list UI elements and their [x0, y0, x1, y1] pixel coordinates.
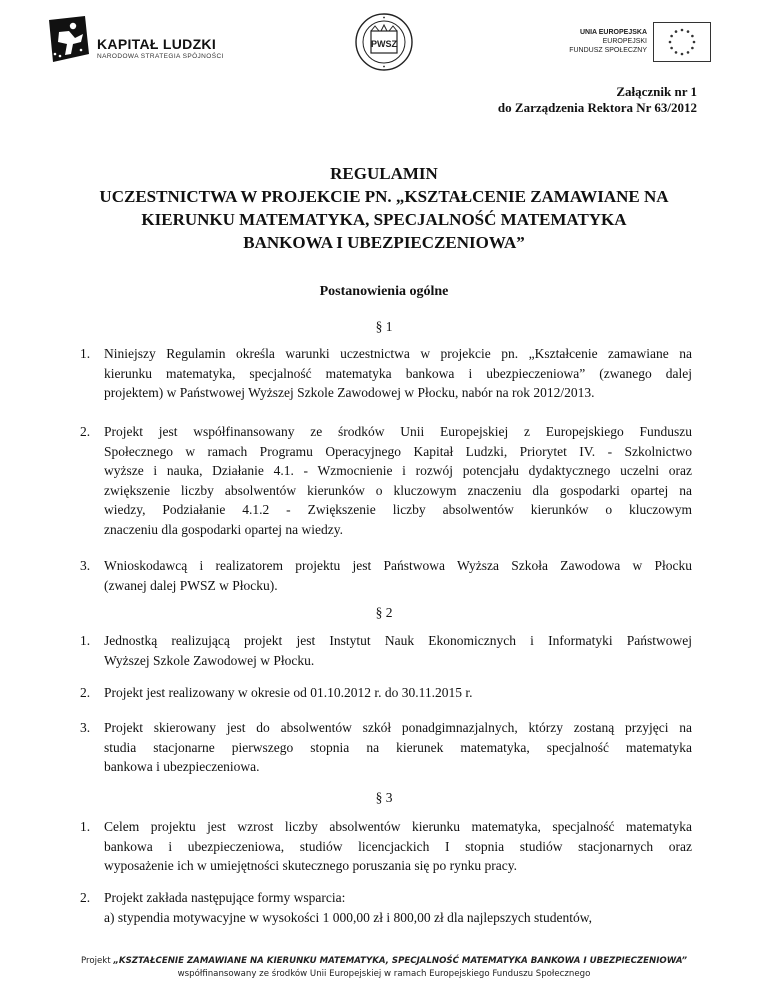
text-line: projektem) w Państwowej Wyższej Szkole Zawodowej w Płocku, nabór na rok 2012/2013. — [104, 385, 595, 400]
item-number: 1. — [80, 633, 91, 648]
ue-line-1: UNIA EUROPEJSKA — [579, 29, 647, 36]
item-number: 1. — [80, 819, 91, 834]
document-title — [60, 162, 708, 254]
title-line-4: BANKOWA I UBEZPIECZENIOWA” — [243, 233, 525, 252]
human-capital-emblem-icon — [45, 14, 91, 64]
kapital-ludzki-title: KAPITAŁ LUDZKI — [97, 36, 217, 52]
text-line: Wnioskodawcą i realizatorem projektu jest Państwowa Wyższa Szkoła Zawodowa w Płocku — [104, 558, 692, 573]
footer-project-name: „KSZTAŁCENIE ZAMAWIANE NA KIERUNKU MATEMATYKA, SPECJALNOŚĆ MATEMATYKA BANKOWA I UBEZPIECZENIOWA” — [113, 956, 687, 966]
text-line: znaczeniu dla gospodarki opartej na wiedzy. — [104, 521, 344, 537]
eu-star-icon — [670, 47, 673, 50]
ue-line-3: FUNDUSZ SPOŁECZNY — [569, 47, 647, 54]
eu-star-icon — [691, 35, 694, 38]
eu-star-icon — [681, 53, 684, 56]
eu-flag-icon — [653, 22, 711, 62]
eu-star-icon — [687, 51, 690, 54]
eu-star-icon — [675, 30, 678, 33]
annex-line-2: do Zarządzenia Rektora Nr 63/2012 — [497, 100, 697, 115]
ue-efs-text — [569, 28, 647, 55]
text-line: studia stacjonarne pierwszego stopnia na kierunek matematyka, specjalność matematyka — [104, 739, 692, 755]
text-line: kierunku matematyka, specjalność matematyka bankowa i ubezpieczeniowa” (zwanego dalej — [104, 365, 692, 381]
text-line: Projekt jest realizowany w okresie od 01.10.2012 r. do 30.11.2015 r. — [104, 685, 473, 700]
paragraph-mark-2: § 2 — [375, 605, 393, 620]
pwsz-seal-text: PWSZ — [371, 39, 397, 49]
ue-line-2: EUROPEJSKI — [602, 38, 647, 45]
paragraph-mark-1: § 1 — [375, 319, 393, 334]
title-line-3: KIERUNKU MATEMATYKA, SPECJALNOŚĆ MATEMATYKA — [141, 210, 627, 229]
eu-star-icon — [691, 47, 694, 50]
section-heading: Postanowienia ogólne — [319, 284, 449, 299]
eu-star-icon — [681, 29, 684, 32]
item-number: 2. — [80, 685, 91, 700]
p2-item-3 — [80, 718, 692, 777]
text-line: zwiększenie liczby absolwentów kierunków o kluczowym znaczeniu dla gospodarki opartej na — [104, 482, 692, 498]
text-line: Wyższej Szkole Zawodowej w Płocku. — [104, 652, 315, 668]
item-number: 2. — [80, 890, 91, 905]
annex-line-1: Załącznik nr 1 — [616, 84, 697, 99]
kapital-ludzki-subtitle: NARODOWA STRATEGIA SPÓJNOŚCI — [97, 53, 224, 60]
ue-efs-logo — [545, 22, 725, 64]
p1-item-2 — [80, 422, 692, 539]
eu-star-icon — [669, 41, 672, 44]
text-line: bankowa i ubezpieczeniowa. — [104, 759, 260, 774]
paragraph-mark-3: § 3 — [375, 790, 393, 805]
pwsz-seal-icon — [354, 12, 414, 72]
footer-line-2: współfinansowany ze środków Unii Europejskiej w ramach Europejskiego Funduszu Społecznego — [177, 969, 591, 979]
text-line: wiedzy, Podziałanie 4.1.2 - Zwiększenie liczby absolwentów kierunków o kluczowym — [104, 502, 692, 517]
p2-item-2 — [80, 683, 692, 703]
text-line: a) stypendia motywacyjne w wysokości 1 000,00 zł i 800,00 zł dla najlepszych studentów, — [104, 909, 593, 925]
p3-item-2 — [80, 888, 692, 927]
text-line: bankowa i ubezpieczeniowa, studiów licencjackich I stopnia studiów stacjonarnych oraz — [104, 838, 692, 854]
pwsz-seal-logo — [354, 12, 414, 72]
p3-item-1 — [80, 817, 692, 876]
text-line: Projekt zakłada następujące formy wsparcia: — [104, 890, 346, 905]
kapital-ludzki-logo — [45, 14, 245, 64]
text-line: Projekt skierowany jest do absolwentów szkół ponadgimnazjalnych, którzy zostaną przyjęci na — [104, 720, 692, 735]
p1-item-1 — [80, 344, 692, 403]
text-line: (zwanej dalej PWSZ w Płocku). — [104, 577, 278, 593]
title-line-2: UCZESTNICTWA W PROJEKCIE PN. „KSZTAŁCENIE ZAMAWIANE NA — [99, 187, 669, 206]
title-line-1: REGULAMIN — [330, 164, 438, 183]
text-line: Społecznego w ramach Programu Operacyjnego Kapitał Ludzki, Priorytet IV. - Szkolnictwo — [104, 443, 692, 459]
eu-star-icon — [670, 35, 673, 38]
eu-star-icon — [693, 41, 696, 44]
page-footer — [0, 956, 768, 979]
eu-star-icon — [675, 51, 678, 54]
item-number: 2. — [80, 424, 91, 439]
item-number: 3. — [80, 720, 91, 735]
footer-line-1 — [0, 956, 768, 966]
text-line: Niniejszy Regulamin określa warunki uczestnictwa w projekcie pn. „Kształcenie zamawiane na — [104, 346, 692, 361]
text-line: wyposażenie ich w umiejętności skutecznego poruszania się po rynku pracy. — [104, 858, 517, 873]
item-number: 1. — [80, 346, 91, 361]
p1-item-3 — [80, 556, 692, 595]
item-number: 3. — [80, 558, 91, 573]
text-line: Projekt jest współfinansowany ze środków Unii Europejskiej z Europejskiego Funduszu — [104, 424, 692, 439]
text-line: Celem projektu jest wzrost liczby absolwentów kierunku matematyka, specjalność matematyka — [104, 819, 692, 834]
p2-item-1 — [80, 631, 692, 670]
eu-star-icon — [687, 30, 690, 33]
annex-reference — [498, 84, 697, 116]
footer-prefix: Projekt — [81, 956, 114, 966]
page-header — [0, 0, 768, 80]
text-line: Jednostką realizującą projekt jest Instytut Nauk Ekonomicznych i Informatyki Państwowej — [104, 633, 692, 648]
text-line: wyższe i nauka, Działanie 4.1. - Wzmocnienie i rozwój potencjału dydaktycznego uczelni oraz — [104, 463, 692, 478]
